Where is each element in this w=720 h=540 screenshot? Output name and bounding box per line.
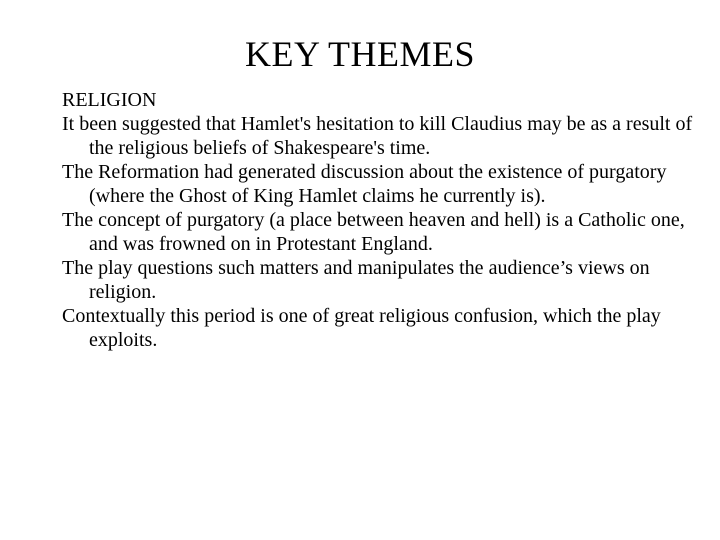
body-paragraph: The play questions such matters and manipulates the audience’s views on religion. — [62, 257, 650, 303]
body-paragraph: Contextually this period is one of great religious confusion, which the play exploits. — [62, 305, 661, 351]
body-paragraph: The Reformation had generated discussion about the existence of purgatory (where the Ghost of King Hamlet claims he currently is). — [62, 161, 667, 207]
body-paragraph: It been suggested that Hamlet's hesitation to kill Claudius may be as a result of the religious beliefs of Shakespeare's time. — [62, 113, 693, 159]
section-heading: RELIGION — [62, 89, 157, 111]
body-paragraph: The concept of purgatory (a place between heaven and hell) is a Catholic one, and was frowned on in Protestant England. — [62, 209, 685, 255]
slide-body — [62, 88, 702, 352]
slide-title: KEY THEMES — [245, 34, 475, 74]
